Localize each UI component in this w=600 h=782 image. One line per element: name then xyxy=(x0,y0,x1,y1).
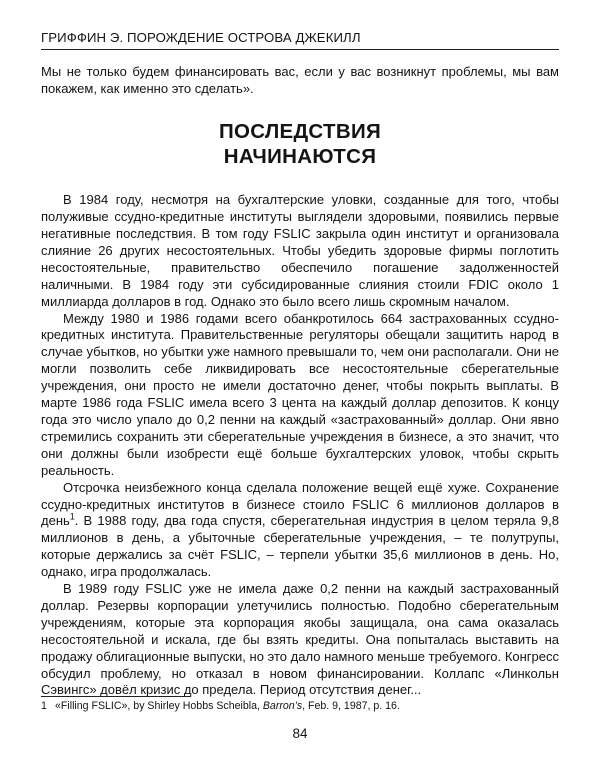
footnote-source-title: Barron’s xyxy=(262,700,303,712)
footnote xyxy=(41,700,559,713)
running-head: ГРИФФИН Э. ПОРОЖДЕНИЕ ОСТРОВА ДЖЕКИЛЛ xyxy=(41,30,559,50)
footnote-reference: 1 xyxy=(69,512,75,523)
chapter-title-line-1: ПОСЛЕДСТВИЯ xyxy=(218,120,382,144)
footnote-number: 1 xyxy=(41,700,47,712)
chapter-title xyxy=(41,119,559,169)
intro-paragraph: Мы не только будем финансировать вас, если у вас возникнут проблемы, мы вам покажем, как именно это сделать». xyxy=(41,64,559,96)
chapter-title-line-2: НАЧИНАЮТСЯ xyxy=(223,145,377,169)
footnote-divider xyxy=(41,696,191,697)
paragraph-3 xyxy=(41,480,559,581)
body-text xyxy=(41,192,559,699)
footnote-text-end: , Feb. 9, 1987, p. 16. xyxy=(302,700,400,712)
paragraph-4: В 1989 году FSLIC уже не имела даже 0,2 пенни на каждый застрахованный доллар. Резервы корпорации улетучились полностью. Подобно сберегательным учреждениям, которые эта корпорация якобы защищала, она сама оказалась несостоятельной и искала, где бы взять кредиты. Она попыталась выставить на продажу облигационные выпуски, но это дало намного меньше требуемого. Конгресс обсудил проблему, но отказал в новом финансировании. Коллапс «Линкольн Сэвингс» довёл кризис до предела. Период отсутствия денег... xyxy=(41,581,559,698)
paragraph-1: В 1984 году, несмотря на бухгалтерские уловки, созданные для того, чтобы полуживые ссудно-кредитные институты выглядели здоровыми, появились первые негативные последствия. В том году FSLIC закрыла один институт и организовала слияние 26 других несостоятельных. Чтобы убедить здоровые фирмы поглотить несостоятельные, правительство обеспечило погашение задолженностей наличными. В 1984 году эти субсидированные слияния стоили FDIC около 1 миллиарда долларов в год. Однако это было всего лишь скромным началом. xyxy=(41,192,559,309)
footnote-text-start: «Filling FSLIC», by Shirley Hobbs Scheibla, xyxy=(55,700,263,712)
paragraph-3-part-2: . В 1988 году, два года спустя, сберегательная индустрия в целом теряла 9,8 миллионов в день, а убыточные сберегательные учреждения, – те полутрупы, которые держались за счёт FSLIC, – терпели убытки 35,6 миллионов в день. Но, однако, игра продолжалась. xyxy=(41,513,559,580)
paragraph-2: Между 1980 и 1986 годами всего обанкротилось 664 застрахованных ссудно-кредитных института. Правительственные регуляторы обещали защитить народ в случае убытков, но убытки уже намного превышали то, чем они располагали. Они не могли позволить себе ликвидировать все несостоятельные сберегательные учреждения, они просто не имели достаточно денег, чтобы покрыть выплаты. В марте 1986 года FSLIC имела всего 3 цента на каждый доллар депозитов. К концу года это число упало до 0,2 пенни на каждый «застрахованный» доллар. Они явно стремились сохранить эти сберегательные учреждения в бизнесе, а это значит, что они должны были изобрести ещё больше бухгалтерских уловок, чтобы скрыть реальность. xyxy=(41,310,559,478)
page-number: 84 xyxy=(292,726,308,741)
book-page xyxy=(41,30,559,699)
paragraph-3-part-1: Отсрочка неизбежного конца сделала положение вещей ещё хуже. Сохранение ссудно-кредитных институтов в бизнесе стоило FSLIC 6 миллионов долларов в день xyxy=(41,479,559,529)
